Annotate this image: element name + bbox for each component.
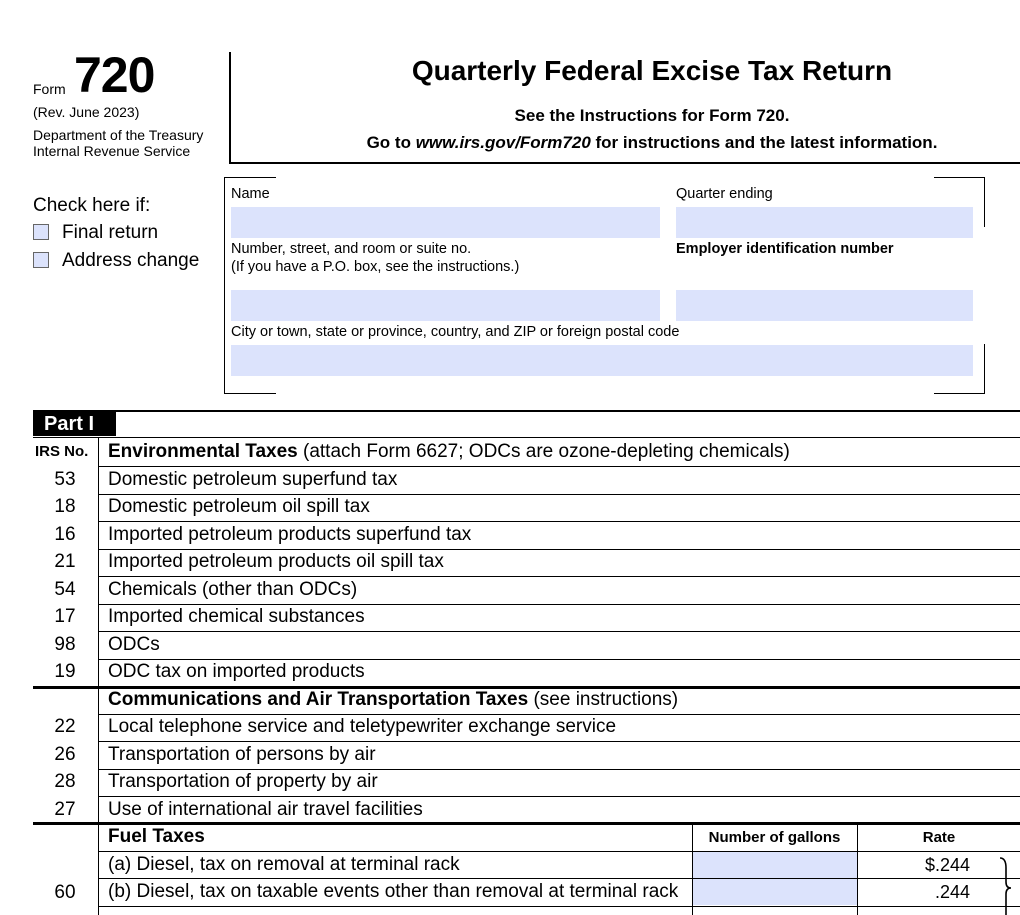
- part-header-rule: [33, 437, 1020, 438]
- row-rule: [98, 741, 1020, 742]
- irs-no-cell: 53: [54, 469, 76, 490]
- rate-column-header: Rate: [922, 829, 956, 846]
- right-brace-icon: [996, 856, 1016, 915]
- entity-bracket-left: [224, 177, 225, 394]
- row-rule: [98, 576, 1020, 577]
- city-input[interactable]: [231, 345, 973, 376]
- tax-description: Imported petroleum products oil spill tax: [108, 551, 444, 572]
- header-divider: [229, 52, 231, 162]
- street-label-line-1: Number, street, and room or suite no.: [231, 241, 472, 257]
- form-title: Quarterly Federal Excise Tax Return: [411, 55, 893, 86]
- ein-input[interactable]: [676, 290, 973, 321]
- instructions-line-2: [232, 133, 1020, 153]
- part-top-rule: [33, 410, 1020, 412]
- entity-bracket-bottom-right: [934, 393, 985, 394]
- tax-description: Imported chemical substances: [108, 606, 365, 627]
- irs-no-cell: 28: [54, 771, 76, 792]
- tax-description: Transportation of persons by air: [108, 744, 376, 765]
- row-rule: [98, 521, 1020, 522]
- row-rule: [98, 466, 1020, 467]
- form-number: 720: [74, 47, 155, 103]
- row-rule: [98, 631, 1020, 632]
- communications-heading-note: (see instructions): [528, 689, 679, 710]
- entity-bracket-top-right: [934, 177, 985, 178]
- part-1-tag: Part I: [33, 412, 116, 436]
- row-rule: [98, 494, 1020, 495]
- fuel-row-b-description: (b) Diesel, tax on taxable events other than removal at terminal rack: [108, 881, 679, 902]
- city-label: City or town, state or province, country, and ZIP or foreign postal code: [231, 324, 680, 340]
- entity-bracket-right-top: [984, 177, 985, 227]
- instructions-suffix: for instructions and the latest information.: [590, 133, 938, 152]
- row-rule: [98, 604, 1020, 605]
- address-change-checkbox[interactable]: [33, 252, 49, 268]
- department-line-2: Internal Revenue Service: [33, 143, 191, 159]
- header-bottom-rule: [229, 162, 1020, 164]
- entity-bracket-top-left: [224, 177, 276, 178]
- street-label-line-2: (If you have a P.O. box, see the instructions.): [231, 259, 520, 275]
- irs-no-cell: 17: [54, 606, 76, 627]
- tax-description: Imported petroleum products superfund tax: [108, 524, 472, 545]
- tax-description: Transportation of property by air: [108, 771, 378, 792]
- rate-value-b: .244: [934, 882, 970, 902]
- irs-no-cell: 27: [54, 799, 76, 820]
- tax-description: Use of international air travel facilities: [108, 799, 423, 820]
- address-change-label: Address change: [62, 250, 200, 271]
- communications-heading: [108, 689, 678, 711]
- row-rule: [98, 549, 1020, 550]
- irs-no-cell: 60: [54, 882, 76, 903]
- ein-label: Employer identification number: [676, 241, 894, 257]
- gallons-input-a[interactable]: [693, 852, 857, 878]
- name-label: Name: [231, 186, 270, 202]
- instructions-prefix: Go to: [366, 133, 416, 152]
- irs-no-cell: 18: [54, 496, 76, 517]
- row-rule: [98, 851, 1020, 852]
- tax-description: Domestic petroleum oil spill tax: [108, 496, 370, 517]
- fuel-heading: Fuel Taxes: [108, 826, 205, 847]
- department-line-1: Department of the Treasury: [33, 127, 204, 143]
- section-rule: [33, 822, 1020, 825]
- final-return-label: Final return: [62, 222, 159, 243]
- irs-no-cell: 21: [54, 551, 76, 572]
- tax-description: Chemicals (other than ODCs): [108, 579, 358, 600]
- gallons-column-header: Number of gallons: [708, 829, 841, 846]
- rate-value-a: $.244: [924, 855, 970, 875]
- entity-bracket-right-bottom: [984, 344, 985, 394]
- irs-no-cell: 54: [54, 579, 76, 600]
- form-word: Form: [33, 81, 66, 97]
- row-rule: [98, 659, 1020, 660]
- irs-no-cell: 19: [54, 661, 76, 682]
- row-rule: [98, 796, 1020, 797]
- instructions-line-1: See the Instructions for Form 720.: [514, 106, 790, 125]
- row-rule: [98, 906, 1020, 907]
- street-input[interactable]: [231, 290, 660, 321]
- entity-bracket-bottom-left: [224, 393, 276, 394]
- tax-description: Local telephone service and teletypewriter exchange service: [108, 716, 617, 737]
- communications-heading-bold: Communications and Air Transportation Taxes: [108, 689, 529, 710]
- tax-description: Domestic petroleum superfund tax: [108, 469, 398, 490]
- check-here-heading: Check here if:: [33, 195, 151, 216]
- irs-no-column-divider: [98, 438, 99, 915]
- fuel-row-a-description: (a) Diesel, tax on removal at terminal rack: [108, 854, 460, 875]
- gallons-input-b[interactable]: [693, 879, 857, 905]
- environmental-heading-note: (attach Form 6627; ODCs are ozone-depleting chemicals): [297, 441, 790, 462]
- revision-date: (Rev. June 2023): [33, 104, 140, 120]
- tax-description: ODCs: [108, 634, 160, 655]
- row-rule: [98, 714, 1020, 715]
- irs-no-cell: 16: [54, 524, 76, 545]
- final-return-checkbox[interactable]: [33, 224, 49, 240]
- quarter-ending-input[interactable]: [676, 207, 973, 238]
- irs-no-cell: 98: [54, 634, 76, 655]
- irs-url-link[interactable]: www.irs.gov/Form720: [415, 133, 591, 152]
- environmental-heading: [108, 441, 790, 463]
- irs-no-cell: 22: [54, 716, 76, 737]
- tax-description: ODC tax on imported products: [108, 661, 365, 682]
- environmental-heading-bold: Environmental Taxes: [108, 441, 298, 462]
- row-rule: [98, 769, 1020, 770]
- name-input[interactable]: [231, 207, 660, 238]
- quarter-ending-label: Quarter ending: [676, 186, 773, 202]
- row-rule: [98, 878, 1020, 879]
- irs-no-cell: 26: [54, 744, 76, 765]
- irs-no-header: IRS No.: [35, 443, 89, 460]
